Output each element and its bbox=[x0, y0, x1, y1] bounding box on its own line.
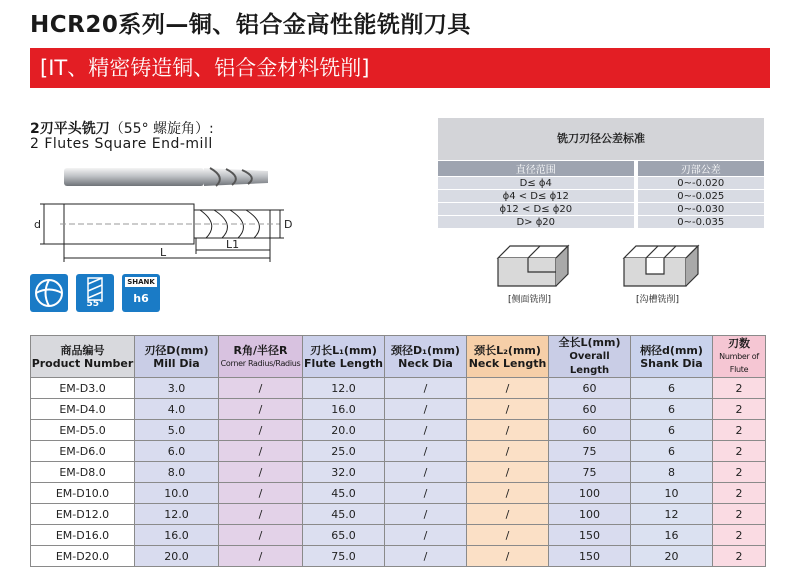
cell-neck-dia: / bbox=[385, 525, 467, 546]
cell-corner-radius: / bbox=[219, 441, 303, 462]
helix-angle-icon bbox=[76, 274, 114, 312]
groove-milling-caption: [沟槽铣削] bbox=[636, 295, 680, 305]
cell-overall-length: 60 bbox=[549, 378, 631, 399]
cell-number-of-flute: 2 bbox=[713, 441, 766, 462]
cell-overall-length: 100 bbox=[549, 483, 631, 504]
shank-label: SHANK bbox=[125, 277, 157, 287]
dim-D-label: D bbox=[284, 218, 293, 231]
cell-neck-length: / bbox=[467, 525, 549, 546]
spec-header-row bbox=[31, 336, 766, 378]
cell-number-of-flute: 2 bbox=[713, 546, 766, 567]
cell-overall-length: 100 bbox=[549, 504, 631, 525]
cell-flute-length: 25.0 bbox=[303, 441, 385, 462]
cell-number-of-flute: 2 bbox=[713, 462, 766, 483]
table-row bbox=[31, 483, 766, 504]
cell-mill-dia: 5.0 bbox=[135, 420, 219, 441]
cell-mill-dia: 20.0 bbox=[135, 546, 219, 567]
page-title: HCR20系列—铜、铝合金高性能铣削刀具 bbox=[30, 12, 471, 38]
cell-number-of-flute: 2 bbox=[713, 525, 766, 546]
groove-milling-block bbox=[620, 238, 704, 290]
col-neck-length: 颈长L₂(mm) Neck Length bbox=[467, 336, 549, 378]
cell-shank-dia: 6 bbox=[631, 441, 713, 462]
table-row bbox=[31, 420, 766, 441]
cell-overall-length: 60 bbox=[549, 399, 631, 420]
tolerance-title: 铣刀刃径公差标准 bbox=[438, 118, 764, 160]
tolerance-header-range: 直径范围 bbox=[438, 161, 634, 176]
table-row bbox=[31, 378, 766, 399]
cell-corner-radius: / bbox=[219, 483, 303, 504]
cell-flute-length: 45.0 bbox=[303, 483, 385, 504]
shank-tolerance-value: h6 bbox=[133, 292, 149, 305]
cell-neck-dia: / bbox=[385, 399, 467, 420]
cell-number-of-flute: 2 bbox=[713, 420, 766, 441]
cell-flute-length: 16.0 bbox=[303, 399, 385, 420]
dim-L-label: L bbox=[160, 246, 167, 259]
col-mill-dia: 刃径D(mm) Mill Dia bbox=[135, 336, 219, 378]
table-row bbox=[31, 462, 766, 483]
dim-L1-label: L1 bbox=[226, 238, 240, 251]
cell-mill-dia: 4.0 bbox=[135, 399, 219, 420]
cell-neck-dia: / bbox=[385, 483, 467, 504]
cell-neck-length: / bbox=[467, 483, 549, 504]
table-row bbox=[31, 504, 766, 525]
cell-number-of-flute: 2 bbox=[713, 399, 766, 420]
spec-table-body bbox=[31, 378, 766, 567]
side-milling-block bbox=[494, 238, 574, 290]
cell-mill-dia: 10.0 bbox=[135, 483, 219, 504]
helix-angle-label: 55° bbox=[86, 299, 104, 309]
cell-product-number: EM-D20.0 bbox=[31, 546, 135, 567]
cell-flute-length: 20.0 bbox=[303, 420, 385, 441]
cell-mill-dia: 6.0 bbox=[135, 441, 219, 462]
application-banner: [IT、精密铸造铜、铝合金材料铣削] bbox=[30, 48, 770, 88]
cell-neck-length: / bbox=[467, 462, 549, 483]
end-mill-photo bbox=[64, 168, 268, 186]
col-overall-length: 全长L(mm) Overall Length bbox=[549, 336, 631, 378]
cell-overall-length: 150 bbox=[549, 525, 631, 546]
cell-shank-dia: 10 bbox=[631, 483, 713, 504]
tolerance-header-tol: 刃部公差 bbox=[638, 161, 764, 176]
cell-corner-radius: / bbox=[219, 504, 303, 525]
tool-name-cn bbox=[30, 118, 214, 138]
cell-corner-radius: / bbox=[219, 378, 303, 399]
cell-number-of-flute: 2 bbox=[713, 483, 766, 504]
cell-overall-length: 60 bbox=[549, 420, 631, 441]
dim-d-label: d bbox=[34, 218, 41, 231]
cell-flute-length: 12.0 bbox=[303, 378, 385, 399]
tolerance-row: D≤ ɸ4 0~-0.020 bbox=[438, 177, 764, 189]
cell-shank-dia: 6 bbox=[631, 420, 713, 441]
cell-neck-dia: / bbox=[385, 441, 467, 462]
cell-neck-length: / bbox=[467, 441, 549, 462]
cell-corner-radius: / bbox=[219, 462, 303, 483]
cell-neck-length: / bbox=[467, 399, 549, 420]
cell-mill-dia: 12.0 bbox=[135, 504, 219, 525]
col-product-number: 商品编号 Product Number bbox=[31, 336, 135, 378]
cell-flute-length: 45.0 bbox=[303, 504, 385, 525]
cell-flute-length: 32.0 bbox=[303, 462, 385, 483]
cell-product-number: EM-D12.0 bbox=[31, 504, 135, 525]
table-row bbox=[31, 441, 766, 462]
cell-product-number: EM-D6.0 bbox=[31, 441, 135, 462]
cell-shank-dia: 12 bbox=[631, 504, 713, 525]
cell-product-number: EM-D10.0 bbox=[31, 483, 135, 504]
cell-neck-length: / bbox=[467, 420, 549, 441]
cell-number-of-flute: 2 bbox=[713, 504, 766, 525]
cell-mill-dia: 16.0 bbox=[135, 525, 219, 546]
cell-product-number: EM-D4.0 bbox=[31, 399, 135, 420]
cell-neck-length: / bbox=[467, 378, 549, 399]
tolerance-row: ɸ12 < D≤ ɸ20 0~-0.030 bbox=[438, 203, 764, 215]
cell-number-of-flute: 2 bbox=[713, 378, 766, 399]
cell-mill-dia: 3.0 bbox=[135, 378, 219, 399]
cell-overall-length: 150 bbox=[549, 546, 631, 567]
cell-shank-dia: 8 bbox=[631, 462, 713, 483]
cell-neck-length: / bbox=[467, 504, 549, 525]
cell-neck-dia: / bbox=[385, 462, 467, 483]
spec-table bbox=[30, 335, 766, 567]
col-corner-radius: R角/半径R Corner Radius/Radius bbox=[219, 336, 303, 378]
cell-product-number: EM-D8.0 bbox=[31, 462, 135, 483]
table-row bbox=[31, 525, 766, 546]
cell-neck-dia: / bbox=[385, 504, 467, 525]
table-row bbox=[31, 399, 766, 420]
cell-shank-dia: 16 bbox=[631, 525, 713, 546]
tool-name-en: 2 Flutes Square End-mill bbox=[30, 136, 213, 152]
tolerance-table bbox=[438, 160, 764, 229]
cell-corner-radius: / bbox=[219, 399, 303, 420]
tolerance-standard bbox=[438, 118, 764, 229]
two-flute-icon bbox=[30, 274, 68, 312]
tool-type-cn: 2刃平头铣刀 bbox=[30, 121, 110, 137]
tolerance-row: D> ɸ20 0~-0.035 bbox=[438, 216, 764, 228]
feature-icons bbox=[30, 274, 160, 312]
cell-flute-length: 75.0 bbox=[303, 546, 385, 567]
cell-flute-length: 65.0 bbox=[303, 525, 385, 546]
table-row bbox=[31, 546, 766, 567]
col-number-of-flute: 刃数 Number of Flute bbox=[713, 336, 766, 378]
cell-product-number: EM-D3.0 bbox=[31, 378, 135, 399]
cell-corner-radius: / bbox=[219, 420, 303, 441]
cell-overall-length: 75 bbox=[549, 441, 631, 462]
cell-shank-dia: 6 bbox=[631, 399, 713, 420]
side-milling-caption: [侧面铣削] bbox=[508, 295, 552, 305]
col-shank-dia: 柄径d(mm) Shank Dia bbox=[631, 336, 713, 378]
col-flute-length: 刃长L₁(mm) Flute Length bbox=[303, 336, 385, 378]
cell-neck-dia: / bbox=[385, 546, 467, 567]
cell-shank-dia: 20 bbox=[631, 546, 713, 567]
col-neck-dia: 颈径D₁(mm) Neck Dia bbox=[385, 336, 467, 378]
cell-overall-length: 75 bbox=[549, 462, 631, 483]
end-mill-drawing bbox=[30, 160, 293, 270]
cell-corner-radius: / bbox=[219, 546, 303, 567]
helix-angle-cn: （55° 螺旋角）: bbox=[109, 121, 214, 137]
shank-tolerance-icon bbox=[122, 274, 160, 312]
cell-product-number: EM-D5.0 bbox=[31, 420, 135, 441]
cell-corner-radius: / bbox=[219, 525, 303, 546]
cell-neck-length: / bbox=[467, 546, 549, 567]
cell-shank-dia: 6 bbox=[631, 378, 713, 399]
cell-neck-dia: / bbox=[385, 378, 467, 399]
cell-mill-dia: 8.0 bbox=[135, 462, 219, 483]
cell-product-number: EM-D16.0 bbox=[31, 525, 135, 546]
cell-neck-dia: / bbox=[385, 420, 467, 441]
tolerance-row: ɸ4 < D≤ ɸ12 0~-0.025 bbox=[438, 190, 764, 202]
